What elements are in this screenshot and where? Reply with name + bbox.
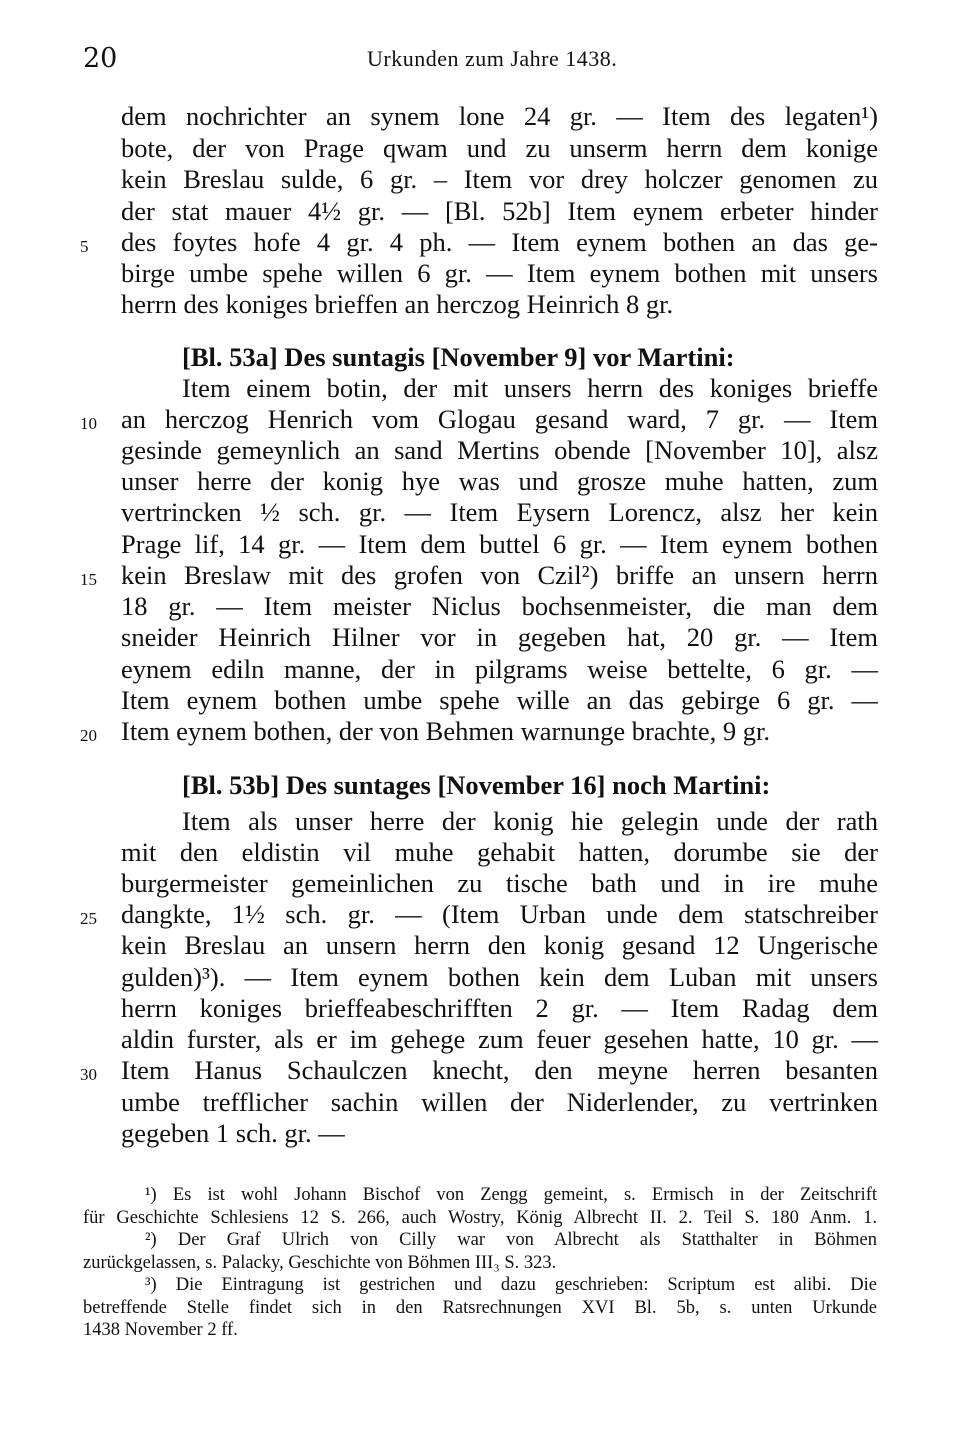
text-line: birge umbe spehe willen 6 gr. — Item eynem bothen mit unsers [121, 258, 878, 288]
footnote-line: betreffende Stelle findet sich in den Ratsrechnungen XVI Bl. 5b, s. unten Urkunde [83, 1298, 877, 1318]
text-line: Item Hanus Schaulczen knecht, den meyne herren besanten [121, 1055, 878, 1085]
text-line: Item als unser herre der konig hie gelegin unde der rath [182, 806, 878, 836]
line-number: 15 [80, 570, 97, 589]
text-line: burgermeister gemeinlichen zu tische bath und in ire muhe [121, 868, 878, 898]
page-number: 20 [83, 43, 118, 74]
footnote-line: ²) Der Graf Ulrich von Cilly war von Albrecht als Statthalter in Böhmen [145, 1230, 877, 1250]
section-heading: [Bl. 53a] Des suntagis [November 9] vor Martini: [182, 342, 735, 372]
line-number: 20 [80, 726, 97, 745]
text-line: 18 gr. — Item meister Niclus bochsenmeister, die man dem [121, 591, 878, 621]
text-line: Item eynem bothen umbe spehe wille an das gebirge 6 gr. — [121, 685, 878, 715]
text-line: Item eynem bothen, der von Behmen warnunge brachte, 9 gr. [121, 716, 771, 746]
section-heading: [Bl. 53b] Des suntages [November 16] noch Martini: [182, 770, 771, 800]
text-line: vertrincken ½ sch. gr. — Item Eysern Lorencz, alsz her kein [121, 497, 878, 527]
text-line: herrn des koniges brieffen an herczog Heinrich 8 gr. [121, 289, 674, 319]
text-line: dangkte, 1½ sch. gr. — (Item Urban unde dem statschreiber [121, 899, 878, 929]
text-line: aldin furster, als er im gehege zum feuer gesehen hatte, 10 gr. — [121, 1024, 878, 1054]
footnote-line: ¹) Es ist wohl Johann Bischof von Zengg gemeint, s. Ermisch in der Zeitschrift [145, 1185, 877, 1205]
text-line: mit den eldistin vil muhe gehabit hatten, dorumbe sie der [121, 837, 878, 867]
text-line: herrn koniges brieffeabeschrifften 2 gr. — Item Radag dem [121, 993, 878, 1023]
text-line: kein Breslaw mit des grofen von Czil²) briffe an unsern herrn [121, 560, 878, 590]
text-line: der stat mauer 4½ gr. — [Bl. 52b] Item eynem erbeter hinder [121, 196, 878, 226]
line-number: 5 [80, 237, 89, 256]
text-line: Prage lif, 14 gr. — Item dem buttel 6 gr. — Item eynem bothen [121, 529, 878, 559]
line-number: 10 [80, 414, 97, 433]
text-line: Item einem botin, der mit unsers herrn des koniges brieffe [182, 373, 878, 403]
text-line: an herczog Henrich vom Glogau gesand ward, 7 gr. — Item [121, 404, 878, 434]
footnote-line: für Geschichte Schlesiens 12 S. 266, auch Wostry, König Albrecht II. 2. Teil S. 180 Anm. 1. [83, 1208, 877, 1228]
running-title: Urkunden zum Jahre 1438. [367, 46, 618, 71]
text-line: dem nochrichter an synem lone 24 gr. — Item des legaten¹) [121, 101, 878, 131]
text-line: gesinde gemeynlich an sand Mertins obende [November 10], alsz [121, 435, 878, 465]
line-number: 30 [80, 1065, 97, 1084]
footnote-line: ³) Die Eintragung ist gestrichen und dazu geschrieben: Scriptum est alibi. Die [145, 1275, 877, 1295]
text-line: des foytes hofe 4 gr. 4 ph. — Item eynem bothen an das ge- [121, 227, 878, 257]
footnote-line: zurückgelassen, s. Palacky, Geschichte von Böhmen III₃ S. 323. [83, 1253, 557, 1273]
text-line: gulden)³). — Item eynem bothen kein dem Luban mit unsers [121, 962, 878, 992]
text-line: bote, der von Prage qwam und zu unserm herrn dem konige [121, 133, 878, 163]
text-line: kein Breslau sulde, 6 gr. – Item vor drey holczer genomen zu [121, 164, 878, 194]
text-line: gegeben 1 sch. gr. — [121, 1118, 345, 1148]
text-line: eynem ediln manne, der in pilgrams weise bettelte, 6 gr. — [121, 654, 878, 684]
text-line: kein Breslau an unsern herrn den konig gesand 12 Ungerische [121, 930, 878, 960]
text-line: umbe trefflicher sachin willen der Niderlender, zu vertrinken [121, 1087, 878, 1117]
text-line: unser herre der konig hye was und grosze muhe hatten, zum [121, 466, 878, 496]
text-line: sneider Heinrich Hilner vor in gegeben hat, 20 gr. — Item [121, 622, 878, 652]
footnote-line: 1438 November 2 ff. [83, 1320, 238, 1340]
line-number: 25 [80, 909, 97, 928]
